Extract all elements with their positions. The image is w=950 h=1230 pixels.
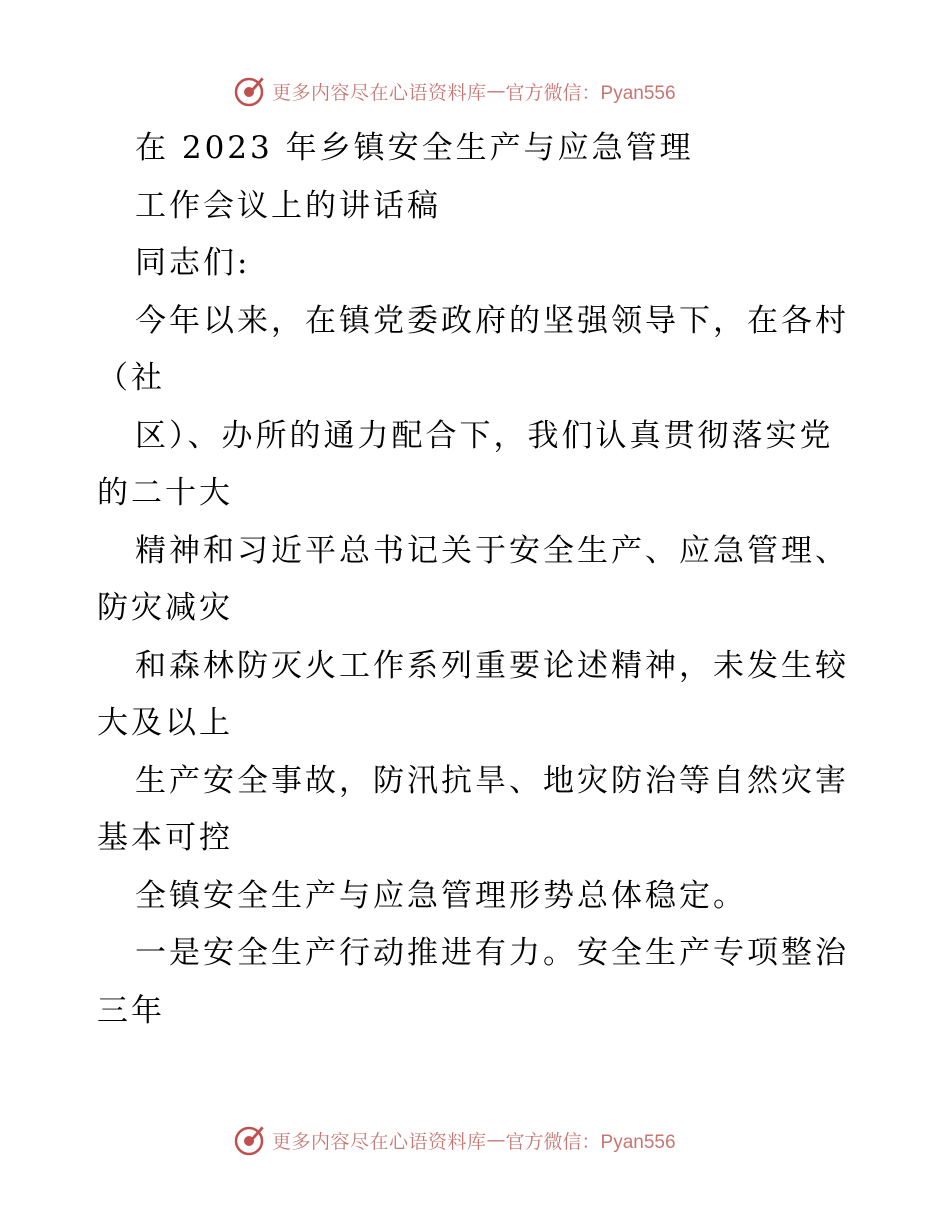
paragraph-line: 区）、办所的通力配合下，我们认真贯彻落实党 <box>135 417 834 454</box>
paragraph-line: （社 <box>97 360 165 396</box>
watermark-title: 更多内容尽在心语资料库 <box>272 1130 487 1153</box>
watermark-header <box>232 71 676 111</box>
paragraph-line: 防灾减灾 <box>97 590 233 626</box>
watermark-title: 更多内容尽在心语资料库 <box>272 81 487 104</box>
paragraph-line: 基本可控 <box>97 820 233 856</box>
watermark-footer <box>232 1120 676 1160</box>
paragraph-line: 和森林防灭火工作系列重要论述精神，未发生较 <box>135 647 849 684</box>
watermark-logo-icon <box>232 1122 268 1158</box>
paragraph-line: 的二十大 <box>97 475 233 511</box>
watermark-contact: 官方微信：Pyan556 <box>505 1131 676 1153</box>
paragraph-line: 今年以来，在镇党委政府的坚强领导下，在各村 <box>135 302 849 339</box>
paragraph-line: 大及以上 <box>97 705 233 741</box>
paragraph-line: 一是安全生产行动推进有力。安全生产专项整治 <box>135 935 849 971</box>
document-body <box>97 120 857 1040</box>
watermark-dash: — <box>486 1129 506 1151</box>
watermark-dash: — <box>486 80 506 102</box>
paragraph-line: 三年 <box>97 992 165 1029</box>
watermark-logo-icon <box>232 73 268 109</box>
watermark-contact: 官方微信：Pyan556 <box>505 82 676 104</box>
paragraph-line: 精神和习近平总书记关于安全生产、应急管理、 <box>135 532 849 569</box>
paragraph-line: 全镇安全生产与应急管理形势总体稳定。 <box>135 877 747 914</box>
title-line-1: 在 2023 年乡镇安全生产与应急管理 <box>135 130 694 166</box>
salutation: 同志们: <box>135 245 251 281</box>
paragraph-line: 生产安全事故，防汛抗旱、地灾防治等自然灾害 <box>135 762 849 799</box>
title-line-2: 工作会议上的讲话稿 <box>135 187 441 224</box>
